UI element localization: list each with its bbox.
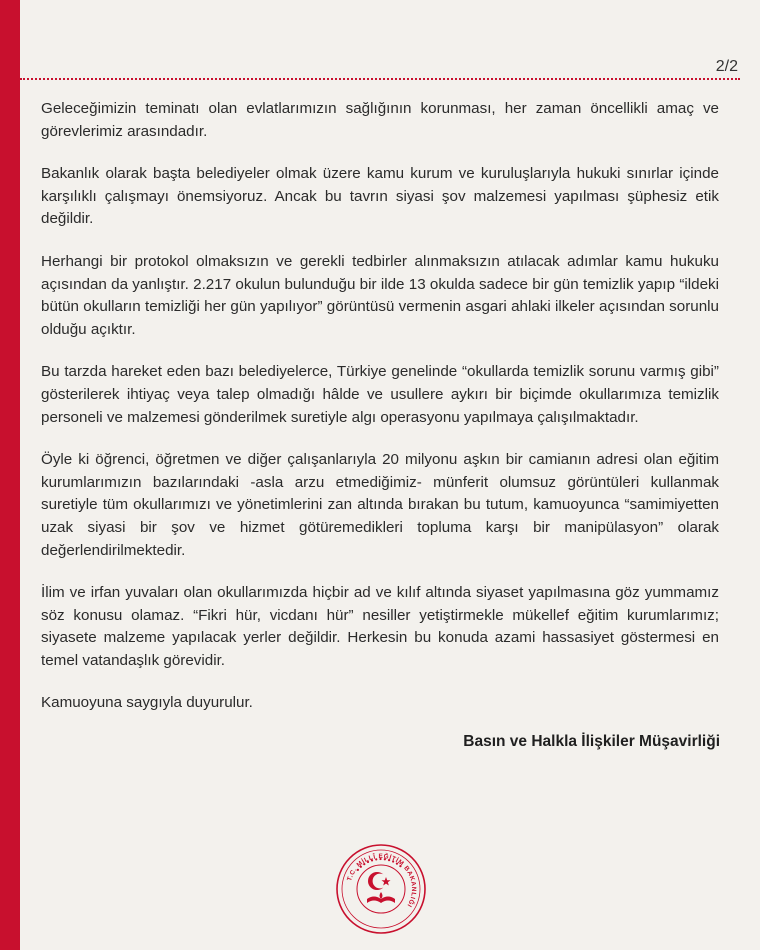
header-divider [20, 78, 740, 80]
document-body [41, 98, 719, 735]
paragraph: Bu tarzda hareket eden bazı belediyelerce, Türkiye genelinde “okullarda temizlik sorunu varmış gibi” gösterilerek ihtiyaç veya talep olmadığı hâlde ve usullere aykırı bir biçimde okullarımıza temizlik personeli ve malzemesi gönderilmek suretiyle algı operasyonu yapılmaya çalışılmaktadır. [41, 363, 719, 426]
paragraph: İlim ve irfan yuvaları olan okullarımızda hiçbir ad ve kılıf altında siyaset yapılmasına göz yummamız söz konusu olamaz. “Fikri hür, vicdanı hür” nesiller yetiştirmekle mükellef eğitim kurumlarımız; siyasete malzeme yapılacak yerler değildir. Herkesin bu konuda azami hassasiyet göstermesi en temel vatandaşlık görevidir. [41, 584, 719, 669]
paragraph: Bakanlık olarak başta belediyeler olmak üzere kamu kurum ve kuruluşlarıyla hukuki sınırlar içinde karşılıklı çalışmayı önemsiyoruz. Ancak bu tavrın siyasi şov malzemesi yapılması şüphesiz etik değildir. [41, 165, 719, 228]
seal-text: T.C. MİLLÎ EĞİTİM BAKANLIĞI [346, 852, 418, 909]
closing-line: Kamuoyuna saygıyla duyurulur. [41, 694, 253, 712]
ministry-seal-icon [335, 843, 427, 935]
page-number: 2/2 [715, 58, 738, 75]
paragraph: Öyle ki öğrenci, öğretmen ve diğer çalışanlarıyla 20 milyonu aşkın bir camianın adresi olan eğitim kurumlarımızın bazılarındaki -asla arzu etmediğimiz- münferit olumsuz görüntüleri kullanmak suretiyle tüm okullarımızı ve yönetimlerini zan altında bırakan bu tutum, kamuoyunca “samimiyetten uzak siyasi bir şov ve hizmet götüremedikleri topluma karşı bir manipülasyon” olarak değerlendirilmektedir. [41, 451, 719, 559]
left-accent-bar [0, 0, 20, 950]
signature: Basın ve Halkla İlişkiler Müşavirliği [463, 733, 720, 750]
paragraph: Geleceğimizin teminatı olan evlatlarımızın sağlığının korunması, her zaman öncellikli amaç ve görevlerimiz arasındadır. [41, 100, 719, 140]
paragraph: Herhangi bir protokol olmaksızın ve gerekli tedbirler alınmaksızın atılacak adımlar kamu hukuku açısından da yanlıştır. 2.217 okulun bulunduğu bir ilde 13 okulda sadece bir gün temizlik yapıp “ildeki bütün okulların temizliği her gün yapılıyor” görüntüsü vermenin asgari ahlaki ilkeler açısından sorunlu olduğu açıktır. [41, 252, 719, 338]
